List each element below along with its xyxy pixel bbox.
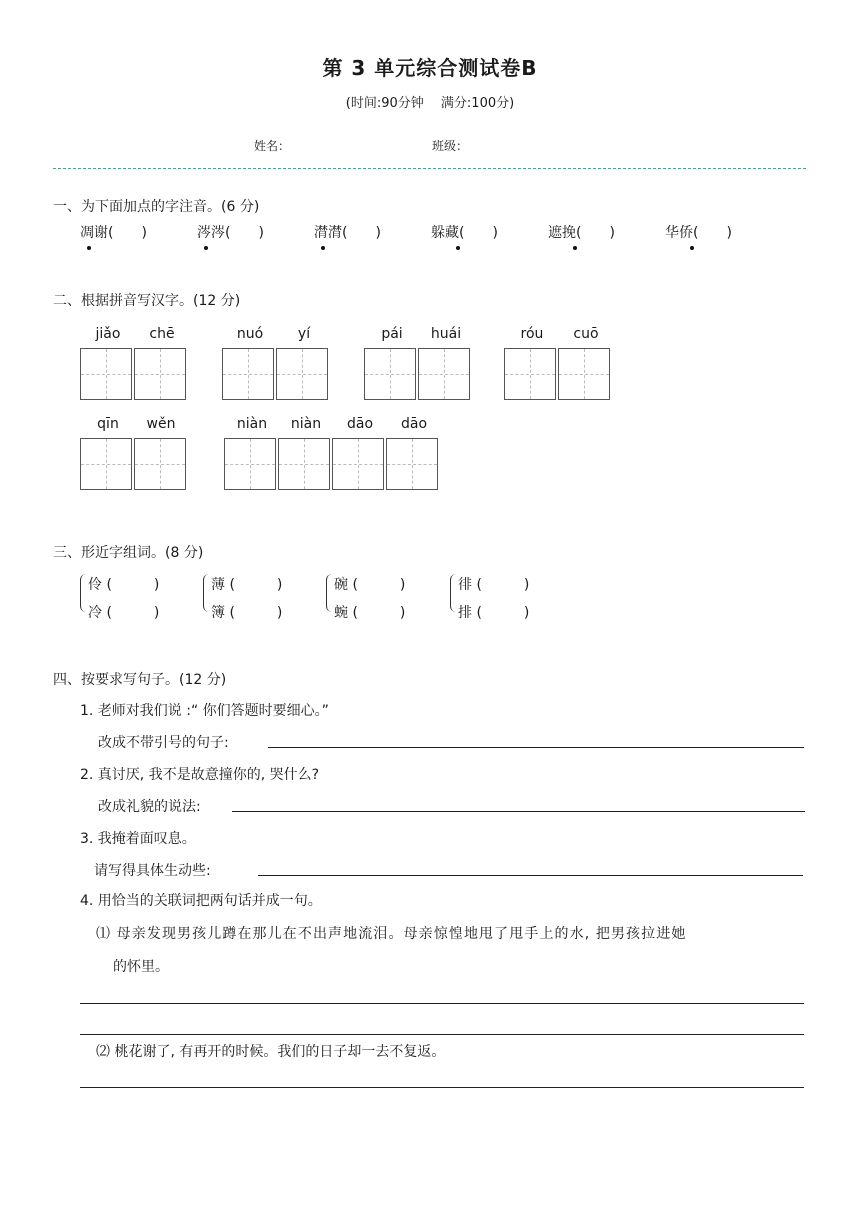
brace bbox=[450, 574, 458, 612]
answer-line[interactable] bbox=[232, 811, 805, 812]
emphasis-dot bbox=[456, 246, 460, 250]
pinyin-label: niàn bbox=[290, 416, 322, 432]
pinyin-label: yí bbox=[297, 326, 311, 342]
pinyin-label: pái bbox=[381, 326, 403, 342]
page-title: 第 3 单元综合测试卷B bbox=[322, 56, 538, 80]
pinyin-label: niàn bbox=[236, 416, 268, 432]
name-label: 姓名： bbox=[254, 139, 291, 153]
writing-grid-box[interactable] bbox=[224, 438, 276, 490]
writing-grid-box[interactable] bbox=[134, 348, 186, 400]
similar-char-word: 薄 ( ) bbox=[211, 577, 283, 593]
question-2: 2. 真讨厌, 我不是故意撞你的, 哭什么? bbox=[80, 767, 320, 783]
similar-char-word: 伶 ( ) bbox=[88, 577, 160, 593]
question-3: 3. 我掩着面叹息。 bbox=[80, 831, 196, 847]
brace bbox=[80, 574, 88, 612]
brace bbox=[326, 574, 334, 612]
similar-char-word: 冷 ( ) bbox=[88, 605, 160, 621]
emphasis-dot bbox=[321, 246, 325, 250]
writing-grid-box[interactable] bbox=[80, 348, 132, 400]
pinyin-label: cuō bbox=[573, 326, 599, 342]
similar-char-word: 排 ( ) bbox=[458, 605, 530, 621]
pinyin-item-1: 凋谢( ) bbox=[80, 225, 147, 241]
writing-grid-box[interactable] bbox=[278, 438, 330, 490]
writing-grid-box[interactable] bbox=[364, 348, 416, 400]
brace bbox=[203, 574, 211, 612]
similar-char-word: 蜿 ( ) bbox=[334, 605, 406, 621]
question-4-1-cont: 的怀里。 bbox=[113, 959, 169, 975]
section1-heading: 一、为下面加点的字注音。(6 分) bbox=[53, 199, 260, 215]
answer-line[interactable] bbox=[80, 1034, 804, 1035]
writing-grid-box[interactable] bbox=[386, 438, 438, 490]
similar-char-word: 簿 ( ) bbox=[211, 605, 283, 621]
answer-line[interactable] bbox=[268, 747, 804, 748]
question-2-prompt: 改成礼貌的说法: bbox=[98, 799, 201, 815]
question-4-1: ⑴ 母亲发现男孩儿蹲在那儿在不出声地流泪。母亲惊惶地甩了甩手上的水, 把男孩拉进她 bbox=[96, 926, 687, 942]
pinyin-item-4: 躲藏( ) bbox=[431, 225, 498, 241]
answer-line[interactable] bbox=[258, 875, 803, 876]
question-3-prompt: 请写得具体生动些: bbox=[94, 863, 211, 879]
answer-line[interactable] bbox=[80, 1087, 804, 1088]
pinyin-label: huái bbox=[430, 326, 462, 342]
question-1: 1. 老师对我们说 :“ 你们答题时要细心。” bbox=[80, 703, 329, 719]
pinyin-label: chē bbox=[149, 326, 175, 342]
pinyin-label: róu bbox=[520, 326, 544, 342]
writing-grid-box[interactable] bbox=[222, 348, 274, 400]
pinyin-item-6: 华侨( ) bbox=[665, 225, 732, 241]
pinyin-label: wěn bbox=[146, 416, 176, 432]
pinyin-item-2: 涔涔( ) bbox=[197, 225, 264, 241]
section4-heading: 四、按要求写句子。(12 分) bbox=[53, 672, 227, 688]
pinyin-label: dāo bbox=[400, 416, 428, 432]
question-4-2: ⑵ 桃花谢了, 有再开的时候。我们的日子却一去不复返。 bbox=[96, 1044, 446, 1060]
class-label: 班级： bbox=[432, 139, 469, 153]
emphasis-dot bbox=[87, 246, 91, 250]
similar-char-word: 碗 ( ) bbox=[334, 577, 406, 593]
pinyin-label: jiǎo bbox=[95, 326, 121, 342]
pinyin-label: dāo bbox=[346, 416, 374, 432]
writing-grid-box[interactable] bbox=[80, 438, 132, 490]
pinyin-label: nuó bbox=[236, 326, 264, 342]
emphasis-dot bbox=[690, 246, 694, 250]
writing-grid-box[interactable] bbox=[332, 438, 384, 490]
section3-heading: 三、形近字组词。(8 分) bbox=[53, 545, 204, 561]
writing-grid-box[interactable] bbox=[134, 438, 186, 490]
writing-grid-box[interactable] bbox=[504, 348, 556, 400]
question-4: 4. 用恰当的关联词把两句话并成一句。 bbox=[80, 893, 322, 909]
pinyin-item-5: 遮挽( ) bbox=[548, 225, 615, 241]
pinyin-item-3: 潸潸( ) bbox=[314, 225, 381, 241]
writing-grid-box[interactable] bbox=[418, 348, 470, 400]
section2-heading: 二、根据拼音写汉字。(12 分) bbox=[53, 293, 241, 309]
similar-char-word: 徘 ( ) bbox=[458, 577, 530, 593]
pinyin-label: qīn bbox=[97, 416, 119, 432]
exam-time-score: (时间:90分钟 满分:100分) bbox=[345, 96, 515, 111]
writing-grid-box[interactable] bbox=[276, 348, 328, 400]
header-divider bbox=[53, 168, 806, 169]
emphasis-dot bbox=[573, 246, 577, 250]
question-1-prompt: 改成不带引号的句子: bbox=[98, 735, 229, 751]
emphasis-dot bbox=[204, 246, 208, 250]
answer-line[interactable] bbox=[80, 1003, 804, 1004]
writing-grid-box[interactable] bbox=[558, 348, 610, 400]
